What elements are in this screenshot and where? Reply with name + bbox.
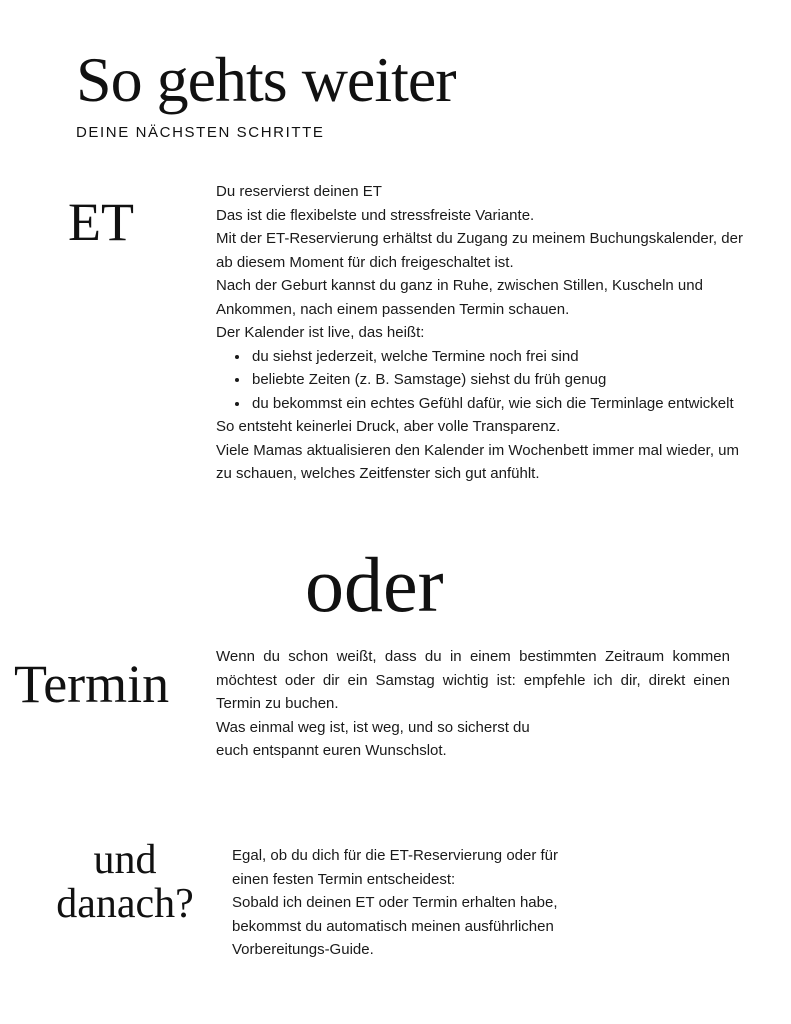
- et-line: Du reservierst deinen ET: [216, 183, 382, 200]
- danach-line: Vorbereitungs-Guide.: [232, 941, 374, 958]
- et-bullet-list: [216, 345, 756, 416]
- termin-line: euch entspannt euren Wunschslot.: [216, 742, 447, 759]
- page-subtitle: DEINE NÄCHSTEN SCHRITTE: [76, 124, 325, 141]
- danach-line: Egal, ob du dich für die ET-Reservierung oder für: [232, 847, 559, 864]
- section-et-text: [216, 180, 756, 486]
- termin-line: Was einmal weg ist, ist weg, und so sicherst du: [216, 718, 530, 736]
- et-line: Der Kalender ist live, das heißt:: [216, 324, 425, 341]
- list-item: • du siehst jederzeit, welche Termine noch frei sind: [250, 345, 756, 369]
- section-danach-text: [232, 844, 632, 962]
- list-item: • du bekommst ein echtes Gefühl dafür, wie sich die Terminlage entwickelt: [250, 392, 756, 416]
- section-danach-heading: [40, 838, 210, 926]
- list-item: • beliebte Zeiten (z. B. Samstage) siehst du früh genug: [250, 368, 756, 392]
- section-termin-heading: Termin: [14, 654, 170, 714]
- et-line: Mit der ET-Reservierung erhältst du Zugang zu meinem Buchungskalender, der ab diesem Moment für dich freigeschaltet ist.: [216, 230, 743, 271]
- danach-line: Sobald ich deinen ET oder Termin erhalten habe,: [232, 894, 558, 911]
- et-closing-line: So entsteht keinerlei Druck, aber volle Transparenz.: [216, 418, 561, 435]
- section-termin-text: [216, 645, 730, 763]
- danach-line: bekommst du automatisch meinen ausführlichen: [232, 917, 554, 935]
- et-line: Das ist die flexibelste und stressfreiste Variante.: [216, 206, 535, 224]
- page-title: So gehts weiter: [76, 44, 456, 115]
- section-et-heading: ET: [68, 192, 134, 252]
- oder-divider: oder: [305, 541, 444, 628]
- et-line: Nach der Geburt kannst du ganz in Ruhe, zwischen Stillen, Kuscheln und Ankommen, nach einem passenden Termin schauen.: [216, 277, 703, 318]
- termin-paragraph: Wenn du schon weißt, dass du in einem bestimmten Zeitraum kommen möchtest oder dir ein Samstag wichtig ist: empfehle ich dir, direkt einen Termin zu buchen.: [216, 648, 730, 712]
- danach-line: einen festen Termin entscheidest:: [232, 870, 456, 888]
- et-closing-line: Viele Mamas aktualisieren den Kalender im Wochenbett immer mal wieder, um zu schauen, welches Zeitfenster sich gut anfühlt.: [216, 441, 740, 482]
- danach-heading-line: danach?: [56, 881, 194, 927]
- danach-heading-line: und: [93, 837, 157, 883]
